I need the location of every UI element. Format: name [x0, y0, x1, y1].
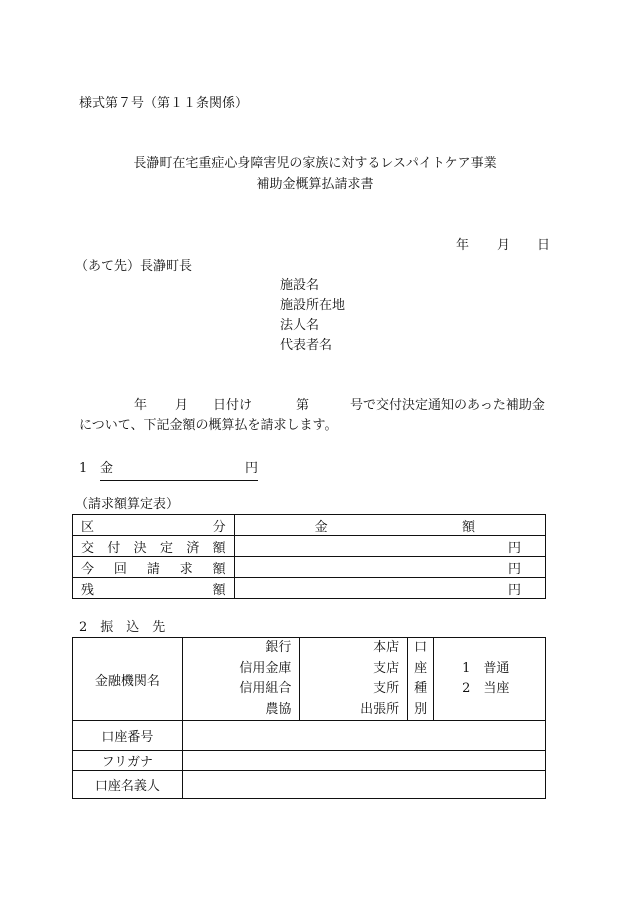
furigana-row — [73, 751, 546, 771]
branch-head: 本店 — [373, 640, 400, 655]
row-label-remaining — [73, 578, 235, 599]
document-title-line2: 補助金概算払請求書 — [256, 177, 374, 192]
label-char: 定 — [159, 540, 173, 556]
option-toza: 2 当座 — [462, 681, 510, 696]
label-char: 付 — [107, 540, 121, 556]
body-go-text: 号で交付決定通知のあった補助金 — [350, 398, 545, 413]
label-char: 額 — [212, 540, 226, 556]
branch-office: 出張所 — [360, 701, 400, 717]
label-char: 額 — [212, 561, 226, 577]
account-type-label — [408, 638, 434, 721]
addressee: （あて先）長瀞町長 — [75, 259, 193, 274]
table-row — [73, 536, 546, 557]
row-label-this-request — [73, 557, 235, 578]
facility-name-label: 施設名 — [280, 278, 320, 293]
row-amount-remaining[interactable] — [234, 578, 545, 599]
row-amount-this-request[interactable] — [234, 557, 545, 578]
bank-label: 金融機関名 — [73, 638, 183, 721]
section1-yen: 円 — [245, 461, 259, 476]
account-number-row — [73, 721, 546, 751]
date-year: 年 — [456, 238, 470, 253]
date-month: 月 — [497, 238, 511, 253]
institution-shinkin: 信用金庫 — [239, 660, 292, 676]
label-char: 交 — [81, 540, 95, 556]
label-char: 請 — [146, 561, 160, 577]
furigana-field[interactable] — [182, 751, 545, 771]
amount-underline — [100, 466, 258, 481]
label-char: 回 — [113, 561, 127, 577]
calc-table-header — [73, 515, 546, 536]
yen-unit: 円 — [507, 561, 521, 577]
table-row — [73, 578, 546, 599]
institution-bank: 銀行 — [265, 640, 292, 655]
label-char: 今 — [81, 561, 95, 577]
body-dai: 第 — [296, 398, 310, 413]
label-char: 額 — [212, 582, 226, 598]
calc-table-caption: （請求額算定表） — [75, 497, 180, 512]
account-holder-field[interactable] — [182, 771, 545, 799]
furigana-label: フリガナ — [73, 751, 183, 771]
document-title-line1: 長瀞町在宅重症心身障害児の家族に対するレスパイトケア事業 — [133, 156, 497, 171]
label-char: 種 — [414, 681, 428, 696]
body-line2: について、下記金額の概算払を請求します。 — [79, 418, 338, 433]
label-char: 残 — [81, 582, 95, 598]
header-ku: 区 — [81, 519, 95, 535]
label-char: 求 — [179, 561, 193, 577]
label-char: 口 — [414, 640, 428, 655]
body-month: 月 — [175, 398, 189, 413]
label-char: 別 — [414, 701, 428, 717]
label-char: 座 — [414, 660, 428, 676]
header-kin: 金 — [314, 519, 328, 535]
form-number: 様式第７号（第１１条関係） — [79, 96, 249, 111]
table-row — [73, 557, 546, 578]
row-label-decided — [73, 536, 235, 557]
branch-sub: 支所 — [373, 681, 400, 696]
header-amount — [234, 515, 545, 536]
representative-label: 代表者名 — [280, 338, 333, 353]
body-year: 年 — [134, 398, 148, 413]
corporation-name-label: 法人名 — [280, 318, 320, 333]
account-holder-label: 口座名義人 — [73, 771, 183, 799]
row-amount-decided[interactable] — [234, 536, 545, 557]
option-futsu: 1 普通 — [462, 660, 510, 676]
branch-branch: 支店 — [373, 660, 400, 676]
header-category — [73, 515, 235, 536]
account-type-options[interactable] — [434, 638, 546, 721]
yen-unit: 円 — [507, 582, 521, 598]
bank-row — [73, 638, 546, 721]
header-bun: 分 — [212, 519, 226, 535]
transfer-table — [72, 637, 546, 799]
branch-type-cell[interactable] — [300, 638, 408, 721]
institution-nokyo: 農協 — [265, 701, 292, 717]
calc-table — [72, 514, 546, 599]
section1-number: 1 — [79, 461, 88, 476]
institution-kumiai: 信用組合 — [239, 681, 292, 696]
section1-kin: 金 — [100, 461, 114, 476]
label-char: 決 — [133, 540, 147, 556]
label-char: 済 — [186, 540, 200, 556]
section2-title: 2 振 込 先 — [79, 620, 166, 635]
yen-unit: 円 — [507, 540, 521, 556]
account-holder-row — [73, 771, 546, 799]
facility-address-label: 施設所在地 — [280, 298, 346, 313]
account-number-field[interactable] — [182, 721, 545, 751]
institution-type-cell[interactable] — [182, 638, 300, 721]
account-number-label: 口座番号 — [73, 721, 183, 751]
body-day-dated: 日付け — [213, 398, 253, 413]
date-day: 日 — [537, 238, 551, 253]
header-gaku: 額 — [461, 519, 475, 535]
